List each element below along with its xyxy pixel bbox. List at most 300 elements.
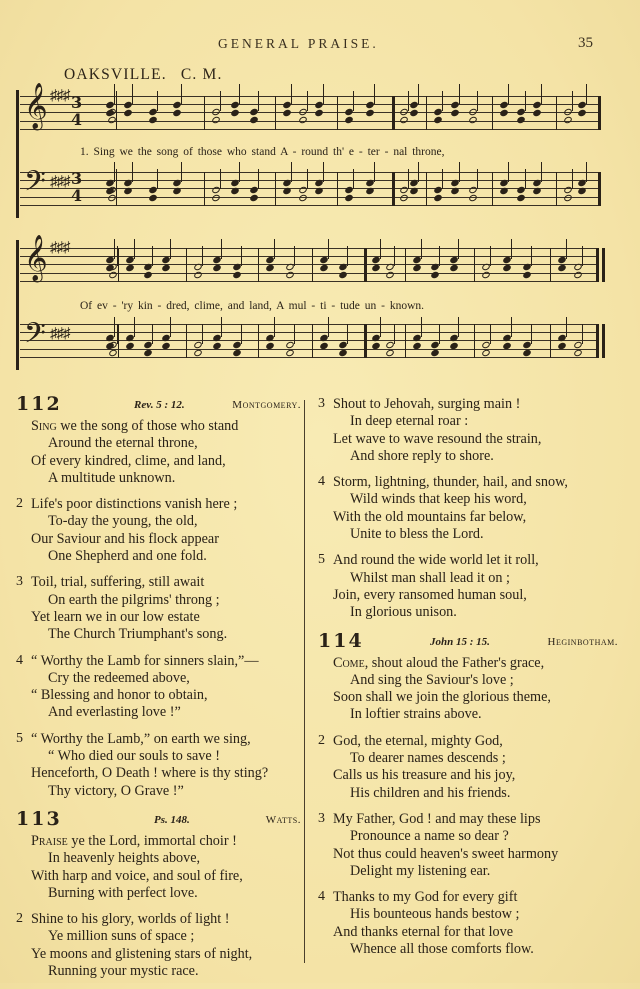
stanza xyxy=(318,396,618,465)
bar-line xyxy=(275,96,276,130)
note-stem xyxy=(114,84,115,104)
bar-line xyxy=(598,96,601,130)
note-stem xyxy=(374,162,375,182)
note-head xyxy=(319,264,329,273)
hymn-number: 113 xyxy=(16,807,62,830)
stanza xyxy=(16,574,301,643)
note-head xyxy=(282,187,292,196)
note-head xyxy=(499,187,509,196)
note-stem xyxy=(134,317,135,337)
note-stem xyxy=(117,246,118,266)
note-stem xyxy=(134,239,135,259)
note-stem xyxy=(114,239,115,259)
note-stem xyxy=(202,324,203,344)
note-stem xyxy=(170,317,171,337)
note-stem xyxy=(477,169,478,189)
bass-clef-icon: 𝄢 xyxy=(24,319,46,356)
bar-line xyxy=(204,96,205,130)
verse-line: Around the eternal throne, xyxy=(48,435,198,452)
note-head xyxy=(148,116,158,125)
note-head xyxy=(161,264,171,273)
stanza-number: 2 xyxy=(16,911,23,927)
note-stem xyxy=(221,239,222,259)
verse-line: Not thus could heaven's sweet harmony xyxy=(333,845,559,862)
page-number: 35 xyxy=(578,35,593,51)
stanza xyxy=(318,733,618,802)
verse-line: Life's poor distinctions vanish here ; xyxy=(31,496,238,513)
bar-line xyxy=(602,248,605,282)
verse-line: And everlasting love !” xyxy=(48,704,181,721)
verse-line: Yet learn we in our low estate xyxy=(31,608,200,625)
bar-line xyxy=(550,324,551,358)
time-signature: 3 4 xyxy=(71,93,83,129)
note-head xyxy=(532,109,542,118)
hymn-author: Montgomery. xyxy=(232,399,301,411)
verse-line: Henceforth, O Death ! where is thy sting? xyxy=(31,765,269,782)
verse-line: In glorious unison. xyxy=(350,604,457,621)
bar-line xyxy=(258,248,259,282)
verse-line: Thanks to my God for every gift xyxy=(333,889,518,906)
hymn-header xyxy=(16,393,301,418)
note-stem xyxy=(531,246,532,266)
system-brace xyxy=(16,90,19,218)
verse-line: His children and his friends. xyxy=(350,784,511,801)
note-stem xyxy=(572,169,573,189)
verse-line: My Father, God ! and may these lips xyxy=(333,810,541,827)
note-stem xyxy=(132,84,133,104)
note-stem xyxy=(525,91,526,111)
key-signature-sharps-icon: ♯♯♯ xyxy=(50,88,70,104)
note-stem xyxy=(408,169,409,189)
note-stem xyxy=(442,169,443,189)
note-head xyxy=(412,264,422,273)
note-stem xyxy=(323,162,324,182)
verse-line: Wild winds that keep his word, xyxy=(350,491,527,508)
verse-line: To dearer names descends ; xyxy=(350,750,506,767)
tune-meter: C. M. xyxy=(180,66,223,83)
bar-line xyxy=(405,324,406,358)
note-head xyxy=(193,271,203,280)
treble-staff xyxy=(20,83,598,130)
stanza xyxy=(16,653,301,722)
note-stem xyxy=(291,162,292,182)
note-stem xyxy=(328,239,329,259)
verse-line: Calls us his treasure and his joy, xyxy=(333,767,516,784)
verse-line: Storm, lightning, thunder, hail, and snow, xyxy=(333,474,568,491)
key-signature-sharps-icon: ♯♯♯ xyxy=(50,240,70,256)
system-brace xyxy=(16,240,19,370)
verse-line: With the old mountains far below, xyxy=(333,508,527,525)
note-head xyxy=(298,194,308,203)
note-stem xyxy=(511,239,512,259)
note-stem xyxy=(117,324,118,344)
verse-line: “ Worthy the Lamb for sinners slain,”— xyxy=(31,652,259,669)
stanza xyxy=(318,811,618,880)
verse-line: Running your mystic race. xyxy=(48,963,199,980)
note-head xyxy=(285,271,295,280)
note-head xyxy=(230,187,240,196)
hymn-number: 114 xyxy=(318,629,364,652)
note-stem xyxy=(181,162,182,182)
bar-line xyxy=(118,248,119,282)
note-stem xyxy=(294,324,295,344)
note-head xyxy=(344,116,354,125)
note-stem xyxy=(458,317,459,337)
music-system-1 xyxy=(16,83,598,218)
verse-line: To-day the young, the old, xyxy=(48,513,198,530)
note-head xyxy=(230,109,240,118)
staff-line xyxy=(20,273,598,274)
verse-line: One Shepherd and one fold. xyxy=(48,548,207,565)
key-signature-sharps-icon: ♯♯♯ xyxy=(50,326,70,342)
note-head xyxy=(516,116,526,125)
note-stem xyxy=(328,317,329,337)
note-stem xyxy=(572,91,573,111)
bar-line xyxy=(312,248,313,282)
note-head xyxy=(433,194,443,203)
note-head xyxy=(409,109,419,118)
verse-line: Let wave to wave resound the strain, xyxy=(333,430,542,447)
bar-line xyxy=(598,172,601,206)
verse-line: Ye million suns of space ; xyxy=(48,928,195,945)
verse-line: And round the wide world let it roll, xyxy=(333,552,539,569)
verse-line: Shine to his glory, worlds of light ! xyxy=(31,911,230,928)
verse-line: Cry the redeemed above, xyxy=(48,669,190,686)
bar-line xyxy=(337,96,338,130)
tune-name: OAKSVILLE. xyxy=(64,66,167,83)
note-head xyxy=(399,116,409,125)
note-stem xyxy=(353,169,354,189)
note-head xyxy=(125,264,135,273)
note-head xyxy=(499,109,509,118)
verse-line: In loftier strains above. xyxy=(350,706,482,723)
stanza xyxy=(318,655,618,724)
first-word-small-caps: Sing xyxy=(31,418,57,434)
note-stem xyxy=(582,246,583,266)
bass-staff xyxy=(20,319,598,358)
note-head xyxy=(365,109,375,118)
note-stem xyxy=(541,162,542,182)
note-stem xyxy=(221,317,222,337)
note-stem xyxy=(347,246,348,266)
bar-line xyxy=(392,96,395,130)
music-system-2 xyxy=(16,235,598,370)
note-stem xyxy=(477,91,478,111)
note-stem xyxy=(239,84,240,104)
verse-line: Toil, trial, suffering, still await xyxy=(31,574,205,591)
note-stem xyxy=(220,91,221,111)
verse-line: Ye moons and glistening stars of night, xyxy=(31,945,253,962)
note-stem xyxy=(458,239,459,259)
bar-line xyxy=(118,324,119,358)
stanza xyxy=(16,833,301,902)
verse-line: Thy victory, O Grave !” xyxy=(48,782,184,799)
staff-line xyxy=(20,172,598,173)
note-stem xyxy=(170,239,171,259)
note-head xyxy=(344,194,354,203)
note-stem xyxy=(408,91,409,111)
note-stem xyxy=(116,91,117,111)
note-stem xyxy=(291,84,292,104)
hymn-header xyxy=(318,629,618,655)
note-stem xyxy=(380,239,381,259)
bar-line xyxy=(337,172,338,206)
stanza-number: 3 xyxy=(16,574,23,590)
note-head xyxy=(314,109,324,118)
note-head xyxy=(172,109,182,118)
note-stem xyxy=(132,162,133,182)
staff-line xyxy=(20,129,598,130)
verse-line-text: ye the Lord, immortal choir ! xyxy=(67,832,237,849)
hymn-author: Heginbotham. xyxy=(547,635,618,648)
note-head xyxy=(409,187,419,196)
note-head xyxy=(371,264,381,273)
verse-line xyxy=(16,833,301,850)
stanza-number: 4 xyxy=(16,652,23,668)
verse-line: “ Blessing and honor to obtain, xyxy=(31,687,208,704)
verse-line-text: , shout aloud the Father's grace, xyxy=(364,654,545,671)
staff-line xyxy=(20,205,598,206)
stanza-number: 5 xyxy=(16,730,23,746)
hymn-number: 112 xyxy=(16,393,62,415)
verse-line: Whilst man shall lead it on ; xyxy=(350,569,510,586)
note-stem xyxy=(220,169,221,189)
staff-line xyxy=(20,197,598,198)
note-stem xyxy=(152,324,153,344)
note-stem xyxy=(586,84,587,104)
verse-line: With harp and voice, and soul of fire, xyxy=(31,867,243,884)
bar-line xyxy=(405,248,406,282)
bar-line xyxy=(258,324,259,358)
note-head xyxy=(577,109,587,118)
note-stem xyxy=(508,84,509,104)
note-stem xyxy=(114,162,115,182)
note-stem xyxy=(421,239,422,259)
note-head xyxy=(481,271,491,280)
verse-line: The Church Triumphant's song. xyxy=(48,626,228,643)
note-stem xyxy=(157,169,158,189)
bar-line xyxy=(186,248,187,282)
note-stem xyxy=(586,162,587,182)
verse-line: “ Worthy the Lamb,” on earth we sing, xyxy=(31,730,251,747)
stanza-number: 3 xyxy=(318,396,325,411)
bar-line xyxy=(474,324,475,358)
stanza-number: 5 xyxy=(318,552,325,568)
note-stem xyxy=(374,84,375,104)
first-word-small-caps: Praise xyxy=(31,832,68,849)
note-stem xyxy=(418,84,419,104)
lyrics-line-2: Of ev - 'ry kin - dred, clime, and land, A mul - ti - tude un - known. xyxy=(80,300,425,312)
note-stem xyxy=(202,246,203,266)
stanza xyxy=(318,474,618,543)
bar-line xyxy=(426,96,427,130)
verse-line: Delight my listening ear. xyxy=(350,862,491,879)
stanza xyxy=(318,552,618,621)
note-stem xyxy=(582,324,583,344)
note-head xyxy=(563,116,573,125)
note-stem xyxy=(418,162,419,182)
note-head xyxy=(265,264,275,273)
note-head xyxy=(298,116,308,125)
note-stem xyxy=(157,91,158,111)
note-stem xyxy=(566,317,567,337)
note-stem xyxy=(323,84,324,104)
bar-line xyxy=(492,172,493,206)
verse-line: Whence all those comforts flow. xyxy=(350,941,534,958)
verse-line: God, the eternal, mighty God, xyxy=(333,732,503,749)
note-head xyxy=(516,194,526,203)
note-stem xyxy=(181,84,182,104)
scripture-reference: Rev. 5 : 12. xyxy=(134,399,185,411)
note-stem xyxy=(152,246,153,266)
verse-line: And shore reply to shore. xyxy=(350,447,494,464)
verse-line: On earth the pilgrims' throng ; xyxy=(48,591,220,608)
stanza xyxy=(16,911,301,980)
note-stem xyxy=(490,324,491,344)
bar-line xyxy=(602,324,605,358)
stanza xyxy=(16,731,301,800)
verse-line: In deep eternal roar : xyxy=(350,413,469,430)
column-divider xyxy=(304,400,305,963)
note-head xyxy=(557,264,567,273)
note-stem xyxy=(380,317,381,337)
note-stem xyxy=(353,91,354,111)
verse-line: Join, every ransomed human soul, xyxy=(333,586,527,603)
stanza-number: 2 xyxy=(16,496,23,512)
bar-line xyxy=(596,248,599,282)
note-stem xyxy=(307,91,308,111)
treble-clef-icon: 𝄞 xyxy=(24,83,48,128)
bar-line xyxy=(492,96,493,130)
stanza-number: 3 xyxy=(318,810,325,826)
key-signature-sharps-icon: ♯♯♯ xyxy=(50,174,70,190)
note-head xyxy=(468,116,478,125)
note-head xyxy=(314,187,324,196)
bar-line xyxy=(550,248,551,282)
note-stem xyxy=(525,169,526,189)
note-head xyxy=(211,116,221,125)
bar-line xyxy=(426,172,427,206)
hymn-author: Watts. xyxy=(265,813,301,826)
hymn-header xyxy=(16,807,301,833)
note-stem xyxy=(394,324,395,344)
bar-line xyxy=(556,172,557,206)
note-stem xyxy=(531,324,532,344)
verse-line: His bounteous hands bestow ; xyxy=(350,906,520,923)
bar-line xyxy=(392,172,395,206)
note-stem xyxy=(442,91,443,111)
note-stem xyxy=(239,162,240,182)
verse-line: “ Who died our souls to save ! xyxy=(48,748,220,765)
bar-line xyxy=(556,96,557,130)
verse-line: Burning with perfect love. xyxy=(48,884,198,901)
verse-line: And thanks eternal for that love xyxy=(333,923,514,940)
note-stem xyxy=(258,169,259,189)
verse-line: Shout to Jehovah, surging main ! xyxy=(333,396,521,412)
verse-line-text: we the song of those who stand xyxy=(56,418,239,434)
note-stem xyxy=(241,246,242,266)
staff-line xyxy=(20,121,598,122)
verse-line: A multitude unknown. xyxy=(48,469,176,486)
staff-line xyxy=(20,357,598,358)
bass-staff xyxy=(20,167,598,206)
note-stem xyxy=(541,84,542,104)
verse-line: Unite to bless the Lord. xyxy=(350,526,484,543)
note-stem xyxy=(566,239,567,259)
bar-line xyxy=(204,172,205,206)
bar-line xyxy=(364,248,367,282)
note-stem xyxy=(459,84,460,104)
time-signature: 3 4 xyxy=(71,169,83,205)
bar-line xyxy=(275,172,276,206)
stanza-number: 2 xyxy=(318,732,325,748)
note-stem xyxy=(490,246,491,266)
bar-line xyxy=(312,324,313,358)
right-column xyxy=(318,396,618,967)
note-head xyxy=(249,116,259,125)
stanza-number: 4 xyxy=(318,889,325,905)
bar-line xyxy=(364,324,367,358)
note-stem xyxy=(508,162,509,182)
note-head xyxy=(143,271,153,280)
note-stem xyxy=(241,324,242,344)
note-head xyxy=(468,194,478,203)
verse-line: In heavenly heights above, xyxy=(48,850,201,867)
stanza xyxy=(318,889,618,958)
bass-clef-icon: 𝄢 xyxy=(24,167,46,204)
note-stem xyxy=(439,324,440,344)
staff-line xyxy=(20,281,598,282)
note-head xyxy=(338,271,348,280)
note-head xyxy=(282,109,292,118)
note-head xyxy=(249,194,259,203)
left-column xyxy=(16,393,301,989)
note-stem xyxy=(307,169,308,189)
note-head xyxy=(573,271,583,280)
note-stem xyxy=(274,239,275,259)
note-head xyxy=(450,109,460,118)
bar-line xyxy=(186,324,187,358)
note-stem xyxy=(439,246,440,266)
verse-line: And sing the Saviour's love ; xyxy=(350,671,514,688)
note-stem xyxy=(459,162,460,182)
tune-title xyxy=(64,66,223,84)
treble-clef-icon: 𝄞 xyxy=(24,235,48,280)
running-head xyxy=(0,36,640,56)
bar-line xyxy=(474,248,475,282)
note-stem xyxy=(116,169,117,189)
note-stem xyxy=(511,317,512,337)
verse-line: Pronounce a name so dear ? xyxy=(350,828,509,845)
note-stem xyxy=(114,317,115,337)
note-head xyxy=(108,271,118,280)
first-word-small-caps: Come xyxy=(333,654,365,671)
scripture-reference: Ps. 148. xyxy=(154,813,190,826)
verse-line: Of every kindred, clime, and land, xyxy=(31,452,226,469)
stanza xyxy=(16,496,301,565)
verse-line: Soon shall we join the glorious theme, xyxy=(333,689,551,706)
verse-line xyxy=(16,418,301,435)
stanza xyxy=(16,418,301,487)
note-head xyxy=(577,187,587,196)
verse-line xyxy=(318,655,618,672)
staff-line xyxy=(20,96,598,97)
note-stem xyxy=(258,91,259,111)
note-head xyxy=(399,194,409,203)
note-stem xyxy=(347,324,348,344)
note-head xyxy=(148,194,158,203)
note-head xyxy=(433,116,443,125)
